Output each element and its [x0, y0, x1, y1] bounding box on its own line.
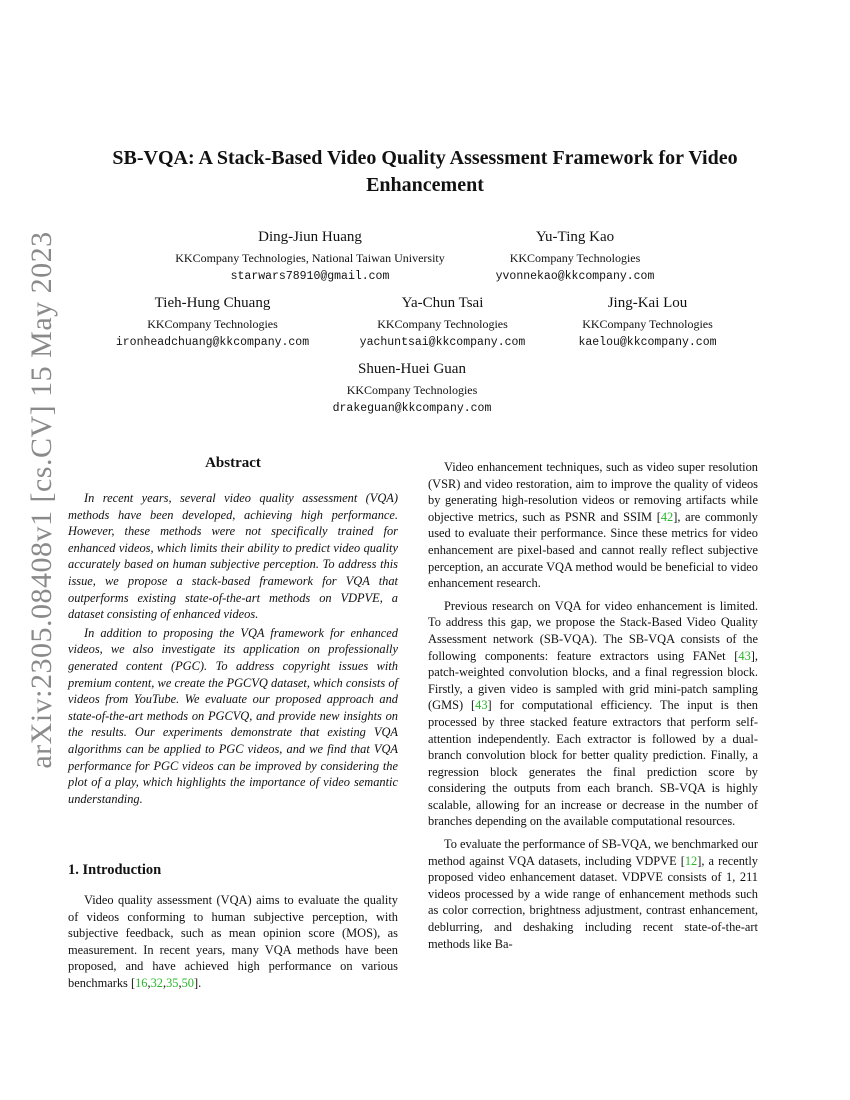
author-affiliation: KKCompany Technologies [377, 317, 508, 331]
citation-link[interactable]: 43 [738, 648, 751, 663]
author-name: Ya-Chun Tsai [401, 295, 484, 311]
author-email[interactable]: drakeguan@kkcompany.com [332, 402, 492, 415]
body-text: ] for computational efficiency. The input is then processed by three stacked feature extractors that perform self-attention independently. Each extractor is followed by a dual-branch convolution block for better quality prediction. Finally, a regression block generates the final prediction score by considering the outputs from each branch. SB-VQA is highly scalable, allowing for an increase or decrease in the number of branches depending on the available computational resources. [428, 698, 758, 829]
author-affiliation: KKCompany Technologies [147, 317, 278, 331]
intro-body [68, 892, 398, 992]
arxiv-identifier: arXiv:2305.08408v1 [cs.CV] 15 May 2023 [25, 231, 58, 769]
author-block [150, 228, 470, 285]
body-text: ], are commonly used to evaluate their performance. Since these metrics for video enhancement are pixel-based and cannot really reflect subjective perception, an accurate VQA method would be beneficial to video enhancement research. [428, 509, 758, 591]
author-block [312, 360, 512, 417]
body-text: Video enhancement techniques, such as video super resolution (VSR) and video restoration, aim to improve the quality of videos by generating high-resolution videos or removing artifacts while objective metrics, such as PSNR and SSIM [ [428, 460, 758, 524]
author-name: Yu-Ting Kao [535, 229, 615, 245]
body-paragraph [428, 598, 758, 830]
author-block [340, 294, 545, 351]
author-block [560, 294, 735, 351]
citation-link[interactable]: 16 [135, 975, 148, 990]
body-paragraph [428, 836, 758, 952]
author-name: Shuen-Huei Guan [358, 361, 466, 377]
author-email[interactable]: starwars78910@gmail.com [230, 270, 390, 283]
citation-link[interactable]: 35 [166, 975, 179, 990]
intro-paragraph: Video quality assessment (VQA) aims to evaluate the quality of videos conforming to human subjective perception, with subjective feedback, such as mean opinion score (MOS), as measurement. In recent years, many VQA methods have been proposed, and have achieved high performance on various benchmarks [16,32,35,50]. [68, 893, 398, 990]
intro-text-end: ]. [193, 975, 202, 990]
author-block [100, 294, 325, 351]
abstract-paragraph: In recent years, several video quality assessment (VQA) methods have been developed, achieving high performance. However, these methods were not specifically trained for enhanced videos, which limits their ability to predict video quality accurately based on human subjective perception. To address this issue, we propose a stack-based framework for VQA that outperforms existing state-of-the-art methods on VDPVE, a dataset consisting of enhanced videos. [68, 491, 398, 622]
citation-link[interactable]: 32 [150, 975, 163, 990]
citation-link[interactable]: 12 [684, 853, 698, 868]
arxiv-side-stamp [12, 231, 72, 769]
body-text: Previous research on VQA for video enhancement is limited. To address this gap, we propose the Stack-Based Video Quality Assessment network (SB-VQA). The SB-VQA consists of the following components: feature extractors using FANet [ [428, 598, 758, 663]
body-text: ], patch-weighted convolution blocks, and a final regression block. Firstly, a given video is sampled with grid mini-patch sampling (GMS) [ [428, 648, 758, 713]
body-text: To evaluate the performance of SB-VQA, we benchmarked our method against VQA datasets, including VDPVE [ [428, 837, 758, 868]
author-email[interactable]: kaelou@kkcompany.com [578, 336, 717, 349]
author-name: Jing-Kai Lou [607, 295, 688, 311]
intro-text: Video quality assessment (VQA) aims to evaluate the quality of videos conforming to human subjective perception, with subjective feedback, such as mean opinion score (MOS), as measurement. In recent years, many VQA methods have been proposed, and have achieved high performance on various benchmarks [ [68, 893, 398, 990]
abstract-paragraph: In addition to proposing the VQA framework for enhanced videos, we also investigate its application on professionally generated content (PGC). To address copyright issues with premium content, we create the PGCVQ dataset, which consists of videos from YouTube. We evaluate our proposed approach and state-of-the-art methods on PGCVQ, and provide new insights on the results. Our experiments demonstrate that existing VQA algorithms can be applied to PGC videos, and we find that VQA performance for PGC videos can be improved by considering the plot of a play, which highlights the importance of video semantic understanding. [68, 625, 398, 806]
citation-link[interactable]: 43 [475, 698, 488, 713]
author-affiliation: KKCompany Technologies [582, 317, 713, 331]
abstract-heading: Abstract [205, 455, 261, 471]
body-paragraph [428, 459, 758, 592]
body-text: ], a recently proposed video enhancement dataset. VDPVE consists of 1, 211 videos processed by a wide range of enhancement methods such as color correction, brightness adjustment, contrast enhancement, deblurring, and deshaking including recent state-of-the-art methods like Ba- [428, 853, 758, 951]
author-block [470, 228, 680, 285]
author-email[interactable]: yvonnekao@kkcompany.com [495, 270, 655, 283]
paper-title: SB-VQA: A Stack-Based Video Quality Assessment Framework for Video Enhancement [112, 147, 738, 196]
citation-link[interactable]: 50 [181, 975, 194, 990]
author-email[interactable]: ironheadchuang@kkcompany.com [115, 336, 310, 349]
section-heading-introduction: 1. Introduction [68, 862, 162, 878]
abstract-body [68, 490, 398, 807]
citation-link[interactable]: 42 [660, 509, 674, 524]
author-affiliation: KKCompany Technologies [346, 383, 478, 397]
author-affiliation: KKCompany Technologies, National Taiwan University [175, 251, 445, 265]
author-affiliation: KKCompany Technologies [509, 251, 641, 265]
right-column [428, 459, 758, 952]
author-name: Ding-Jiun Huang [258, 229, 362, 245]
author-email[interactable]: yachuntsai@kkcompany.com [359, 336, 526, 349]
author-name: Tieh-Hung Chuang [154, 295, 271, 311]
